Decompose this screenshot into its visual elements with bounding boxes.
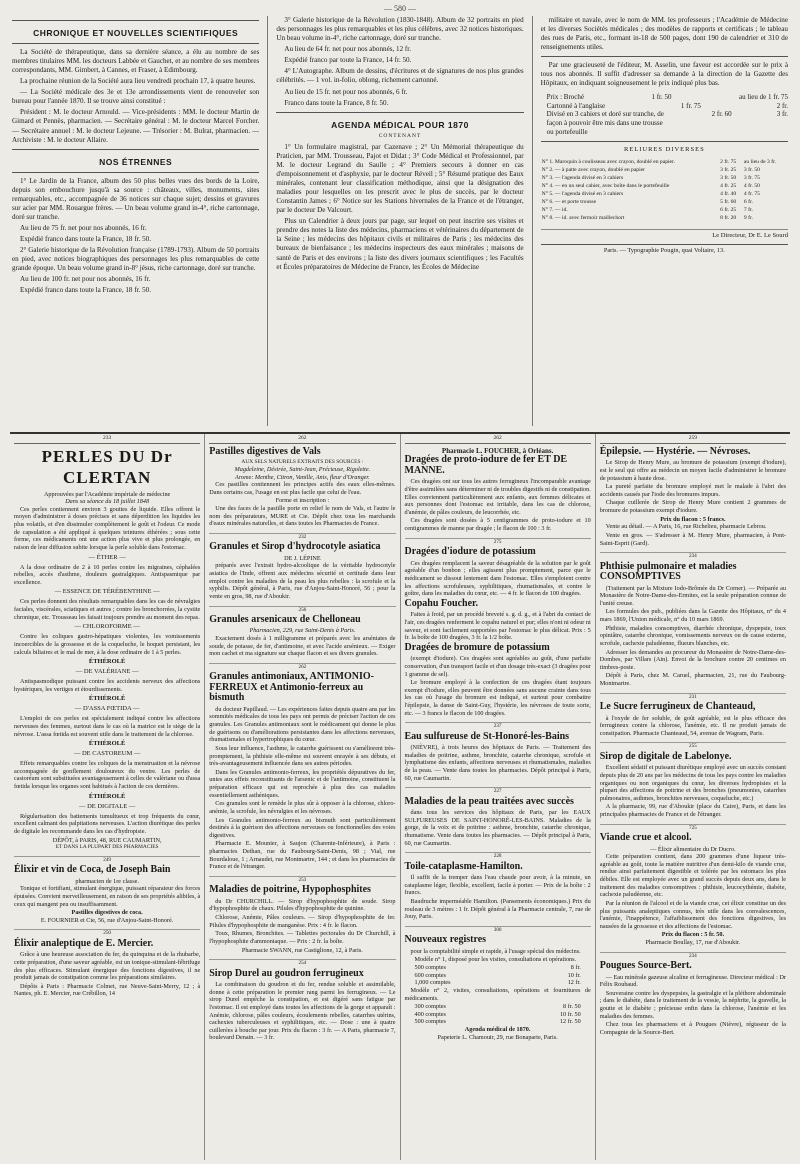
reliure-description: N° 6. — et porte trousse	[541, 199, 597, 206]
paragraph: Dans les Granules antimonio-ferreux, les propriétés dépuratives du fer, unies aux effets reconstituants de l'arsenic et de l'antimoine, constituent la préparation efficace qui est reprochée à plus des cas maladies essentiellement asthéniques.	[209, 768, 396, 799]
ad-heading: ÉTHÉROLÉ	[88, 740, 126, 748]
ad-subtitle: DE J. LÉPINE	[284, 554, 321, 562]
ad-block	[14, 939, 200, 998]
paragraph: 1° Un formulaire magistral, par Cazenave ; 2° Un Mémorial thérapeutique du Praticien, par MM. Trousseau, Pajot et Didat ; 3° Code Médical et Professionnel, par M. le docteur Legrand du Saulle ; 4° Premiers secours à donner en cas d'empoisonnement et d'asphyxie, par le docteur Réveil ; 5° Résumé pratique des Eaux minérales, contenant leur classification méthodique, ainsi que la désignation des maladies pour lesquelles on les prescrit avec le plus de succès, par le docteur Constantin James ; 6° Notice sur les Stations hivernales de la France et de l'étranger, par le docteur De Valcourt.	[276, 142, 524, 215]
ad-title: Le Sucre ferrugineux de Chanteaud,	[599, 701, 756, 713]
paragraph: Régularisation des battements tumultueux et trop fréquents du cœur, excellent calmant des palpitations nerveuses. L'action diurétique des perles de digitale les recommande dans les cas d'hydropisie.	[14, 812, 201, 835]
paragraph: Au lieu de 75 fr. net pour nos abonnés, 16 fr.	[20, 223, 147, 232]
register-label: 300 comptes	[414, 1003, 446, 1011]
paragraph: à l'oxyde de fer soluble, de goût agréable, est le plus efficace des ferrugineux contre la chlorose, l'anémie, etc. Il ne produit jamais de constipation. Pharmacie Chanteaud, 54, avenue de Wagram, Paris.	[599, 714, 786, 737]
reliures-title: RELIURES DIVERSES	[623, 146, 705, 154]
ad-heading: — CHLOROFORME —	[74, 623, 140, 631]
paragraph: Baudruche imperméable Hamilton. (Pansements économiques.) Prix du rouleau de 3 mètres : 1 fr. Dépôt général à la Pharmacie centrale, 7, rue de Jouy, Paris.	[404, 898, 591, 921]
printer-line: Paris. — Typographie Pougin, quai Voltaire, 13.	[541, 244, 788, 255]
column-rule	[532, 16, 533, 426]
paragraph: du docteur Papillaud. — Les expériences faites depuis quatre ans par les sommités médicales de tous les pays ont permis de préciser l'action de ces granules. Les Granules antimoniaux sont le médicament qui donne le plus de guérisons ou d'améliorations persistantes dans les affections nerveuses, rhumatismales et hypertrophiques du cœur.	[209, 705, 396, 744]
reliure-price: 5 fr. 60	[720, 199, 737, 206]
paragraph: Dépôts à Paris : Pharmacie Colmet, rue Neuve-Saint-Merry, 12 ; à Nantes, ph. E. Mercier, rue Crébillon, 14	[14, 982, 201, 998]
reliure-price: au lieu de 3 fr.	[743, 158, 777, 165]
ad-number: 262	[405, 434, 591, 444]
register-price: 12 fr. 50	[559, 1018, 581, 1026]
divider	[12, 172, 259, 173]
register-label: 400 comptes	[414, 1010, 446, 1018]
reliure-price: 4 fr. 50	[743, 182, 760, 189]
ad-heading: Pastilles digestives de coca.	[71, 909, 143, 917]
ad-depot: DÉPÔT, à PARIS, 48, RUE CAUMARTIN,	[52, 836, 162, 844]
ad-block	[405, 547, 591, 717]
paragraph: Chlorose, Anémie, Pâles couleurs. — Sirop d'hypophosphite de fer. Pilules d'hypophosphite de manganèse. Prix : 4 fr. le flacon.	[209, 914, 396, 929]
reliure-price: 3 fr. 50	[720, 174, 737, 181]
divider	[12, 149, 259, 150]
ad-number: 249	[14, 856, 200, 863]
ad-block	[209, 447, 395, 528]
ad-block	[405, 862, 591, 921]
ad-block	[209, 542, 395, 600]
register-price: 10 fr. 50	[559, 1010, 581, 1018]
ad-title: Dragées de proto-iodure de fer ET DE MANNE.	[404, 454, 568, 476]
divider	[541, 141, 788, 142]
ad-title: Dragées de bromure de potassium	[404, 641, 550, 653]
paragraph: Modèle n° 2, visites, consultations, opérations et fournitures de médicaments.	[404, 986, 591, 1002]
ad-price: Prix du flacon : 5 fr. 50.	[661, 931, 725, 939]
ad-number: 300	[405, 926, 591, 933]
paragraph: Au lieu de 15 fr. net pour nos abonnés, 6 fr.	[284, 87, 408, 96]
paragraph: Effets remarquables contre les coliques de la menstruation et la névrose accompagnée de gonflement douloureux du ventre. Les perles de castoréum sont substituées avantageusement à celles de valériane ou d'assa fœtida lorsque les organes sont habitués à l'action de ces dernières.	[14, 760, 201, 791]
ad-column-4	[595, 434, 790, 1160]
ad-heading: — ÉTHER —	[88, 553, 126, 561]
paragraph: La prochaine réunion de la Société aura lieu vendredi prochain 17, à quatre heures.	[20, 77, 256, 86]
paragraph: La Société de thérapeutique, dans sa dernière séance, a élu au nombre de ses membres titulaires MM. les docteurs Labbée et Gauchet, et au nombre de ses membres correspondants, MM. Gimbert, à Cannes, et Fraser, à Edimbourg.	[12, 47, 260, 75]
ad-heading: Agenda médical de 1870.	[464, 1026, 531, 1034]
reliure-price: 2 fr. 75	[720, 158, 737, 165]
paragraph: Sous leur influence, l'asthme, le catarrhe guérissent ou s'améliorent très-promptement, la phthisie elle-même est souvent enrayée à ses débuts, et très-avantageusement influencée dans ses autres périodes.	[209, 744, 396, 768]
register-row	[405, 956, 591, 964]
paragraph: La pureté parfaite du bromure employé met le malade à l'abri des accidents causés par l'iode des bromures impurs.	[599, 483, 786, 498]
page-number: — 580 —	[384, 4, 416, 13]
ad-title: Toile-cataplasme-Hamilton.	[404, 860, 523, 872]
ad-title: Pastilles digestives de Vals	[209, 445, 321, 457]
ad-number: 259	[600, 434, 786, 444]
ad-subtitle: — Élixir alimentaire du Dr Ducro.	[650, 845, 736, 853]
ad-column-1	[10, 434, 204, 1160]
ad-block	[600, 562, 786, 688]
ad-block	[600, 833, 786, 947]
reliure-price: 8 fr. 20	[720, 215, 737, 222]
paragraph: 4° L'Autographe. Album de dessins, d'écritures et de signatures de nos plus grandes célébrités. — 1 vol. in-folio, oblong, richement cartonné.	[276, 67, 524, 85]
ad-date: Dans sa séance du 18 juillet 1848	[65, 498, 150, 506]
ad-number: 255	[600, 742, 786, 749]
ad-title: Copahu Foucher.	[404, 597, 479, 609]
paragraph: Dépôt à Paris, chez M. Caruel, pharmacien, 21, rue du Faubourg-Montmartre.	[599, 672, 786, 688]
reliure-row	[541, 182, 788, 190]
ad-subtitle: Arome: Menthe, Citron, Vanille, Anis, fleur d'Oranger.	[235, 473, 370, 481]
paragraph: Souveraine contre les dyspepsies, la gastralgie et la pléthore abdominale ; dans le diabète, dans le traitement de la vessie, la néphrite, la gravelle, la goutte et le diabète ; précieuse enfin dans la chlorose, l'anémie et les maladies des femmes.	[599, 989, 786, 1020]
ad-subtitle: Magdeleine, Désirée, Saint-Jean, Précieuse, Rigolette.	[234, 465, 371, 473]
upper-section	[12, 16, 788, 426]
paragraph: Pharmacie E. Mounier, à Saujon (Charente-Inférieure), à Paris : pharmacies Dethan, rue du Faubourg-Saint-Denis, 98 ; Vial, rue Bourdaloue, 1 ; Arnaudet, rue Montmartre, 144 ; et dans les pharmacies de France et de l'étranger.	[209, 840, 396, 871]
ad-block	[209, 672, 395, 871]
ad-heading: ÉTHÉROLÉ	[88, 695, 126, 703]
register-label: 1,000 comptes	[414, 979, 451, 987]
reliure-description: N° 7. — id.	[541, 207, 568, 214]
register-label: Modèle n° 1, disposé pour les visites, consultations et opérations.	[414, 956, 577, 964]
ad-number: 233	[14, 434, 200, 444]
register-price: 10 fr.	[567, 971, 581, 979]
paragraph: L'emploi de ces perles est spécialement indiqué contre les affections nerveuses des femmes, surtout dans le cas où la matrice est le siège de la névrose. L'assa fœtida est souvent utile dans le traitement de la chlorose.	[14, 715, 201, 738]
paragraph: — La Société médicale des 3e et 13e arrondissements vient de renouveler son bureau pour l'année 1870. Il se trouve ainsi constitué :	[12, 88, 260, 106]
section-title-chronique: CHRONIQUE ET NOUVELLES SCIENTIFIQUES	[33, 28, 239, 38]
ad-number: 231	[600, 693, 786, 700]
paragraph: Le bromure employé à la confection de ces dragées étant toujours exempt d'iodure, elles peuvent être données sans aucune crainte dans tous les cas où l'usage du bromure est indiqué, et surtout pour combattre l'épilepsie, la danse de Saint-Guy, l'hystérie, les névroses de toute sorte, etc. — 3 francs le flacon de 100 dragées.	[404, 679, 591, 717]
reliure-price: 9 fr.	[743, 215, 753, 222]
reliure-description: N° 5. — l'agenda divisé en 3 cahiers	[541, 191, 624, 198]
divider	[12, 20, 259, 21]
ad-block	[600, 447, 786, 547]
paragraph: (Traitement par la Mixture Iodo-Brômée du Dr Corner). — Préparée au Monastère de Notre-Dame-des-Ermites, est la seule préparation connue de l'unité creuse.	[599, 584, 786, 607]
reliure-row	[541, 174, 788, 182]
paragraph: La combinaison du goudron et du fer, rendue soluble et assimilable, donne à cette préparation le premier rang parmi les ferrugineux. — Le sirop Durel empêche la constipation, et est digéré sans fatigue par l'estomac. Il est employé dans toutes les affections de la gorge et apparaît : Anémie, chlorose, pâles couleurs, écoulements rebelles, catarrhes utérins, cachexies tuberculeuses et syphilitiques, etc. — Dose : une à quatre cuillerées à bouche par jour. Prix du flacon : 3 fr. — A Paris, pharmacie 7, boulevard Denain. — 3 fr.	[209, 981, 396, 1042]
ad-number: 256	[209, 606, 395, 613]
paragraph: (NIÈVRE), à trois heures des hôpitaux de Paris. — Traitement des maladies de poitrine, asthme, bronchite, catarrhe chronique, scrofule et lymphatisme des enfants, affections nerveuses et rhumatismales, maladies de la peau. — Vente dans toutes les pharmacies. Dépôt principal à Paris, 60, rue Caumartin.	[404, 744, 591, 782]
column-chronique	[12, 16, 259, 426]
ad-block	[600, 702, 786, 737]
ad-block	[14, 865, 200, 924]
paragraph: militaire et navale, avec le nom de MM. les professeurs ; l'Académie de Médecine et les diverses Sociétés médicales ; des modèles de rapports et certificats ; le tableau des rues de Paris, etc., formant in-18 de 500 pages, dont 190 de calendrier et 310 de renseignements utiles.	[540, 16, 788, 52]
paragraph: Vente en gros. — S'adresser à M. Henry Mure, pharmacien, à Pont-Saint-Esprit (Gard).	[599, 531, 786, 547]
paragraph: Ces granules sont le remède le plus sûr à opposer à la chlorose, chloro-anémie, la scrofule, les névralgies et les névroses.	[209, 800, 396, 815]
ad-address: Papeterie L. Chamouir, 29, rue Bonaparte, Paris.	[437, 1033, 558, 1041]
ad-title: Élixir et vin de Coca, de Joseph Bain	[14, 864, 171, 876]
paragraph: Ces perles donnent des résultats remarquables dans les cas de névralgies faciales, viscérales, sciatiques et autres ; contre les bronchorrées, la cystite chronique, etc. Trousseau les faisait toujours prendre au moment des repas.	[14, 598, 201, 621]
ad-title: Maladies de poitrine, Hypophosphites	[209, 884, 371, 896]
column-agenda	[276, 16, 523, 426]
section-subtitle: CONTENANT	[378, 132, 422, 139]
ad-number: 262	[209, 663, 395, 670]
ad-heading: — ESSENCE DE TÉRÉBENTHINE —	[54, 588, 160, 596]
paragraph: pour la comptabilité simple et rapide, à l'usage spécial des médecins.	[410, 947, 581, 955]
register-label: 600 comptes	[414, 971, 446, 979]
ad-title: Pougues Source-Bert.	[599, 960, 692, 972]
ad-block	[209, 969, 395, 1043]
ad-heading: Forme et inscription :	[275, 497, 330, 505]
paragraph: Cette préparation contient, dans 200 grammes d'une liqueur très-agréable au goût, toute la matière nutritive d'un demi-kilo de viande crue, rendue ainsi parfaitement digestible et tolérée par les estomacs les plus débiles. Elle est employée avec un grand succès depuis deux ans, dans le traitement des maladies consomptives : phthisie, leucocythémie, diabète, cachexie paludéenne, etc.	[599, 853, 786, 899]
reliure-price: 6 fr.	[743, 199, 753, 206]
ad-number: 275	[405, 538, 591, 545]
paragraph: Antispasmodique puissant contre les accidents nerveux des affections hystériques, les vertiges et étourdissements.	[14, 678, 201, 693]
register-list	[405, 956, 591, 987]
reliure-price: 6 fr. 25	[720, 207, 737, 214]
ad-heading: — DE VALÉRIANE —	[75, 668, 139, 676]
paragraph: Plus un Calendrier à deux jours par page, sur lequel on peut inscrire ses visites et prendre des notes la liste des médecins, pharmaciens et vétérinaires du département de la Seine ; les médecins des hôpitaux civils et militaires de Paris ; les médecins des bureaux de bienfaisance ; les médecins inspecteurs des eaux minérales ; maisons de santé de Paris et des environs ; la liste des divers journaux scientifiques ; les Facultés et Écoles préparatoires de Médecine de France, les Écoles de Médecine	[276, 217, 524, 271]
price-label: Divisé en 3 cahiers et doré sur tranche, de façon à pouvoir être mis dans une trousse ou portefeuille	[546, 110, 664, 137]
ad-subtitle: pharmacien de 1re classe.	[75, 877, 139, 885]
paragraph: préparés avec l'extrait hydro-alcoolique de la véritable hydrocotyle asiatica de l'Inde, offrent aux médecins sécurité et certitude dans leur emploi contre les maladies de la peau les plus rebelles : la scrofule et la syphilis. Dépôt général, à Paris, rue d'Anjou-Saint-Honoré, 56 ; pour la vente en gros, 98, rue d'Aboukir.	[209, 562, 396, 600]
paragraph: Tonique et fortifiant, stimulant énergique, puissant réparateur des forces épuisées. Convient merveilleusement, en raison de ses propriétés alibiles, à ceux qui mangent peu ou insuffisamment.	[14, 885, 201, 908]
reliure-description: N° 4. — en un seul cahier, avec boîte dans le portefeuille	[541, 182, 670, 189]
paragraph: 3° Galerie historique de la Révolution (1830-1848). Album de 32 portraits en pied des personnages les plus remarquables et les plus célèbres, avec 32 notices historiques. Un beau volume in-4°, riche cartonnage, doré sur tranche.	[276, 16, 524, 43]
paragraph: Expédié franco dans toute la France, 18 fr. 50.	[20, 235, 151, 243]
reliure-description: N° 2. — à patte avec crayon, doublé en papier	[541, 166, 646, 173]
ad-block	[405, 935, 591, 1041]
ad-block	[405, 797, 591, 848]
ad-title: Eau sulfureuse de St-Honoré-les-Bains	[404, 730, 570, 742]
reliure-description: N° 1. Maroquin à coulisseau avec crayon, doublé en papier.	[541, 158, 675, 165]
paragraph: Par la réunion de l'alcool et de la viande crue, cet élixir constitue un des plus puissants analeptiques connus, très utile dans les convalescences, l'anémie, l'inappétence, l'affaiblissement des fonctions digestives, les nausées de la grossesse et des affections de l'estomac.	[599, 899, 786, 930]
register-row	[405, 1018, 591, 1026]
paragraph: Les formules des pub., publiées dans la Gazette des Hôpitaux, n° du 4 mars 1869, l'Union médicale, n° du 10 mars 1869.	[599, 608, 786, 624]
paragraph: — Eau minérale gazeuse alcaline et ferrugineuse. Directeur médical : Dr Félix Roubaud.	[599, 973, 786, 989]
ad-title: Viande crue et alcool.	[599, 832, 692, 844]
price-label: Cartonné à l'anglaise	[546, 101, 606, 110]
register-row	[405, 964, 591, 972]
price-original: 3 fr.	[776, 110, 788, 119]
reliure-row	[541, 198, 788, 206]
reliure-price: 7 fr.	[743, 207, 753, 214]
ad-heading: — DE DIGITALE —	[78, 802, 136, 810]
register-row	[405, 979, 591, 987]
ad-title: Dragées d'iodure de potassium	[404, 546, 536, 558]
price-value: 2 fr. 60	[711, 110, 732, 119]
register-row	[405, 1011, 591, 1019]
ad-title: Maladies de la peau traitées avec succès	[404, 795, 574, 807]
ad-price: Prix du flacon : 5 francs.	[660, 515, 726, 523]
price-value: 1 fr. 50	[651, 92, 672, 101]
paragraph: A la dose ordinaire de 2 à 10 perles contre les migraines, céphalées rebelles, accès d'asthme, douleurs gastralgiques. Antispasmique par excellence.	[14, 563, 201, 586]
reliure-price: 4 fr. 40	[720, 191, 737, 198]
price-label: Prix : Broché	[546, 92, 584, 101]
ad-address: E. FOURNIER et Cie, 56, rue d'Anjou-Saint-Honoré.	[40, 916, 174, 924]
ad-heading: ÉTHÉROLÉ	[88, 792, 126, 800]
price-value: 1 fr. 75	[680, 101, 701, 110]
register-price: 8 fr.	[570, 964, 581, 972]
paragraph: Grâce à une heureuse association du fer, du quinquina et de la rhubarbe, cette préparation, d'une saveur agréable, est un tonique-stimulant-fébrifuge des plus efficaces. Stimulant énergique des fonctions digestives, il ne produit jamais de constipation comme les préparations similaires.	[14, 951, 201, 982]
register-list	[405, 1003, 591, 1026]
paragraph: Phthisie, maladies consomptives, diarrhée chronique, dyspepsie, toux opiniâtre, catarrhe chronique, vomissements nerveux ou de cause externe, scrofule, cachexie paludéenne, flueurs blanches, etc.	[599, 624, 786, 647]
paragraph: Expédié franco par toute la France, 14 fr. 50.	[284, 56, 412, 65]
reliure-row	[541, 214, 788, 222]
ad-heading: — D'ASSA FŒTIDA —	[74, 705, 140, 713]
ad-number: 253	[209, 876, 395, 883]
divider	[12, 43, 259, 44]
reliure-price: 3 fr. 50	[743, 166, 760, 173]
reliure-description: N° 8. — id. avec fermoir maillechort	[541, 215, 625, 222]
ad-block	[600, 961, 786, 1037]
paragraph: Ces dragées remplacent la saveur désagréable de la solution par le goût agréable d'un bonbon ; elles agissent plus promptement, parce que le médicament se dissout lentement dans l'estomac. Elles s'emploient contre les affections scrofuleuses, syphilitiques, rhumatismales, et contre le goître, dans les maladies du cœur, etc. — 4 fr. le flacon de 100 dragées.	[404, 559, 591, 598]
ad-header: Pharmacie L. FOUCHER, à Orléans.	[441, 446, 554, 455]
divider	[276, 112, 523, 113]
reliure-price: 4 fr. 25	[720, 182, 737, 189]
ad-title: Granules et Sirop d'hydrocotyle asiatica	[209, 541, 381, 553]
ad-title: Sirop de digitale de Labelonye.	[599, 750, 732, 762]
ad-subtitle: AUX SELS NATURELS EXTRAITS DES SOURCES :	[241, 459, 364, 466]
register-label: 500 comptes	[414, 1018, 446, 1026]
reliure-price: 4 fr. 75	[743, 191, 760, 198]
ad-number: 237	[405, 722, 591, 729]
paragraph: Expédié franco dans toute la France, 18 fr. 50.	[20, 286, 151, 295]
price-original: 2 fr.	[776, 101, 788, 110]
divider	[541, 56, 788, 57]
ad-title: Sirop Durel au goudron ferrugineux	[209, 967, 364, 979]
paragraph: Ces pastilles contiennent les principes actifs des eaux elles-mêmes. Dans certains cas, l'usage en est plus facile que celui de l'eau.	[209, 481, 396, 496]
ad-block	[600, 752, 786, 819]
reliure-row	[541, 158, 788, 166]
column-rule	[267, 16, 268, 426]
paragraph: Chez tous les pharmaciens et à Pougues (Nièvre), régisseur de la Compagnie de la Source-Bert.	[599, 1021, 786, 1036]
ad-number: 250	[14, 929, 200, 936]
paragraph: Contre les coliques gastro-hépatiques violentes, les vomissements incoercibles de la grossesse et de la coqueluche, le hoquet persistant, les calculs biliaires et le mal de mer, à la dose ordinaire de 1 à 5 perles.	[14, 633, 201, 656]
price-list	[547, 93, 788, 138]
paragraph: Exactement dosés à 1 milligramme et préparés avec les arséniates de soude, de potasse, de fer, d'antimoine, et avec l'acide arsénieux. — Exiger mon cachet et ma signature sur chaque flacon et ses divers granules.	[209, 635, 396, 658]
ad-block	[405, 455, 591, 532]
paragraph: Ces dragées ont sur tous les autres ferrugineux l'incomparable avantage d'être assimilées sans déterminer ni de troubles digestifs ni de constipation. Elles conviennent particulièrement aux enfants, aux femmes délicates et aux personnes dont l'estomac est irritable, dans les cas de chlorose, d'anémie, de pâles couleurs, de leucorrhée, etc.	[404, 478, 591, 516]
paragraph: Vente au détail. — A Paris, 16, rue Richelieu, pharmacie Lebrou.	[605, 523, 767, 531]
paragraph: 1° Le Jardin de la France, album des 50 plus belles vues des bords de la Loire, depuis son embouchure jusqu'à sa source : châteaux, villes, monuments, sites remarquables, etc., accompagnée de 36 notices sur chaque sujet; dessins et gravures sur acier par MM. Rouargue frères. — Un beau volume grand in-4°, riche cartonnage, doré sur tranche.	[12, 176, 260, 221]
reliure-price: 3 fr. 25	[720, 166, 737, 173]
ad-title: Granules antimoniaux, ANTIMONIO-FERREUX et Antimonio-ferreux au bismuth	[209, 671, 374, 704]
register-price: 8 fr. 50	[563, 1003, 581, 1011]
ad-depot-line: ET DANS LA PLUPART DES PHARMACIES	[55, 844, 159, 851]
paragraph: Au lieu de 64 fr. net pour nos abonnés, 12 fr.	[284, 45, 412, 54]
paragraph: A la pharmacie, 99, rue d'Aboukir (place du Caire), Paris, et dans les principales pharmacies de France et de l'étranger.	[599, 803, 786, 819]
ad-number: 234	[600, 952, 786, 959]
ad-number: 232	[209, 533, 395, 540]
paragraph: Chaque cuillerée de Sirop de Henry Mure contient 2 grammes de bromure de potassium exempt d'iodure.	[599, 499, 786, 514]
register-row	[405, 1003, 591, 1011]
paragraph: dans tous les services des hôpitaux de Paris, par les EAUX SULFUREUSES DE SAINT-HONORÉ-LES-BAINS. Maladies de la gorge, de la voix et de poitrine : asthme, bronchite, catarrhe chronique, rhumatisme. Vente dans toutes les pharmacies. — Dépôt principal à Paris, 60, rue Caumartin.	[404, 809, 591, 847]
ad-number: 228	[405, 852, 591, 859]
ad-block	[405, 732, 591, 783]
ad-title: Élixir analeptique de E. Mercier.	[14, 937, 154, 949]
price-row	[547, 102, 788, 111]
paragraph: Franco dans toute la France, 8 fr. 50.	[284, 98, 389, 107]
reliure-row	[541, 190, 788, 198]
paragraph: (exempt d'iodure). Ces dragées sont agréables au goût, d'une parfaite conservation, d'un transport facile et d'un dosage très-exact (3 dragées pour 1 gramme de sel).	[404, 655, 591, 678]
ad-subtitle: Pharmacien, 229, rue Saint-Denis à Paris.	[249, 627, 356, 635]
advertisements-section	[10, 432, 790, 1160]
ad-number: 227	[405, 787, 591, 794]
paragraph: Les Granules antimonio-ferreux au bismuth sont particulièrement destinés à la guérison des affections nerveuses ou fonctionnelles des voies digestives.	[209, 816, 396, 839]
ad-title: Phthisie pulmonaire et maladies CONSOMPTIVES	[599, 560, 737, 583]
price-row	[547, 93, 788, 102]
ad-address: Pharmacie Boullay, 17, rue d'Aboukir.	[645, 939, 741, 947]
reliure-price: 3 fr. 75	[743, 174, 760, 181]
ad-title: Granules arsenicaux de Chelloneau	[209, 613, 361, 625]
paragraph: Président : M. le docteur Arnould. — Vice-présidents : MM. le docteur Martin de Gimard et Pennès, pharmacien. — Secrétaire général : M. le docteur Marcel Forcher. — Secrétaire annuel : M. le docteur Lejeune. — Trésorier : M. Bulrat, pharmacien. — Archiviste : M. le docteur Allaire.	[12, 108, 260, 144]
paragraph: Au lieu de 100 fr. net pour nos abonnés, 16 fr.	[20, 275, 151, 284]
reliure-row	[541, 206, 788, 214]
reliures-table	[541, 158, 788, 223]
ad-number: 262	[209, 434, 395, 444]
ad-number: 234	[600, 552, 786, 559]
section-title-etrennes: NOS ÉTRENNES	[99, 156, 173, 167]
paragraph: du Dr CHURCHILL. — Sirop d'hypophosphite de soude. Sirop d'hypophosphite de chaux. Pilules d'hypophosphite de quinine.	[209, 897, 396, 913]
ad-address: Pharmacie SWANN, rue Castiglione, 12, à Paris.	[241, 946, 363, 954]
paragraph: Ces perles contiennent environ 3 gouttes de liquide. Elles offrent le moyen d'administrer à doses précises et sans déperdition les liquides les plus volatils, et d'en dissimuler complètement le goût et l'odeur. Ce mode de capsulation a été appliqué à quelques teintures éthérées ; sous cette forme, ces médicaments ont une action plus vive et plus prolongée, en raison de leur diffusion subite lorsque la perle soluble dans l'estomac.	[14, 505, 201, 551]
paragraph: Excellent sédatif et puissant diurétique employé avec un succès constant depuis plus de 20 ans par les médecins de tous les pays contre les maladies organiques ou non organiques du cœur, les diverses hydropisies et la plupart des affections de poitrine et des bronches (pneumonies, catarrhes pulmonaires, asthmes, bronchites nerveuses, coqueluche, etc.)	[599, 764, 786, 802]
reliure-description: N° 3. — l'agenda divisé en 3 cahiers	[541, 174, 624, 181]
ad-subtitle: Approuvées par l'Académie impériale de médecine	[43, 490, 171, 498]
ad-column-2	[204, 434, 399, 1160]
paragraph: Le Sirop de Henry Mure, au bromure de potassium (exempt d'iodure), est le seul qui offre au médecin un moyen facile d'administrer le bromure de potassium à haute dose.	[599, 459, 786, 482]
paragraph: Adresser les demandes au procureur du Monastère de Notre-Dame-des-Dombes, par Villars (Ain). Envoi de la brochure contre 20 centimes en timbres-poste.	[599, 648, 786, 671]
ad-block	[209, 615, 395, 658]
paragraph: Une des faces de la pastille porte en relief le nom de Vals, et l'autre le nom des préparateurs, MURE et Cie. Dépôt chez tous les marchands d'eaux minérales naturelles, et dans toutes les Pharmacies de France.	[209, 505, 396, 528]
director-signature: Le Directeur, Dr E. Le Sourd	[541, 229, 788, 240]
ad-body	[14, 506, 200, 851]
register-price: 12 fr.	[567, 979, 581, 987]
paragraph: Ces dragées sont dosées à 5 centigrammes de proto-iodure et 10 centigrammes de manne par dragée ; le flacon de 100 : 3 fr.	[404, 517, 591, 533]
ad-column-3	[400, 434, 595, 1160]
paragraph: Par une gracieuseté de l'éditeur, M. Asselin, une faveur est accordée sur le prix à tous nos abonnés. Il suffit d'adresser sa demande à la direction de la Gazette des Hôpitaux, en indiquant soigneusement le prix indiqué plus bas.	[540, 61, 788, 88]
paragraph: Faites à froid, par un procédé breveté s. g. d. g., et à l'abri du contact de l'air, ces dragées renferment le copahu naturel et pur; elles n'ont ni odeur ni saveur, et sont facilement supportées par l'estomac le plus délicat. Prix : 5 fr. la boîte de 100 dragées, 3 fr. la 1/2 boîte.	[404, 611, 591, 642]
register-label: 500 comptes	[414, 964, 446, 972]
section-title-agenda: AGENDA MÉDICAL POUR 1870	[331, 119, 469, 130]
column-prices	[541, 16, 788, 426]
ad-heading: ÉTHÉROLÉ	[88, 658, 126, 666]
reliure-row	[541, 166, 788, 174]
ad-heading: — DE CASTOREUM —	[73, 750, 141, 758]
ad-number: 254	[209, 959, 395, 966]
paragraph: 2° Galerie historique de la Révolution française (1789-1793). Album de 50 portraits en pied, avec notices biographiques des personnages les plus remarquables de cette grande époque. Un beau volume grand in-8° jésus, riche cartonnage, doré sur tranche.	[12, 246, 260, 273]
paragraph: Il suffit de la tremper dans l'eau chaude pour avoir, à la minute, un cataplasme léger, flexible, excellent, facile à porter. — Prix de la boîte : 2 francs.	[404, 874, 591, 897]
ad-number: 725	[600, 824, 786, 831]
price-row	[547, 110, 788, 137]
paragraph: Toux, Rhumes, Bronchites. — Tablettes pectorales du Dr Churchill, à l'hypophosphite d'ammoniaque. — Prix : 2 fr. la boîte.	[209, 930, 396, 945]
ad-title-perles: PERLES DU Dr CLERTAN	[41, 446, 173, 487]
register-row	[405, 972, 591, 980]
ad-title: Épilepsie. — Hystérie. — Névroses.	[599, 445, 751, 457]
ad-title: Nouveaux registres	[404, 934, 487, 946]
ad-block	[209, 885, 395, 954]
price-original: au lieu de 1 fr. 75	[738, 92, 788, 101]
